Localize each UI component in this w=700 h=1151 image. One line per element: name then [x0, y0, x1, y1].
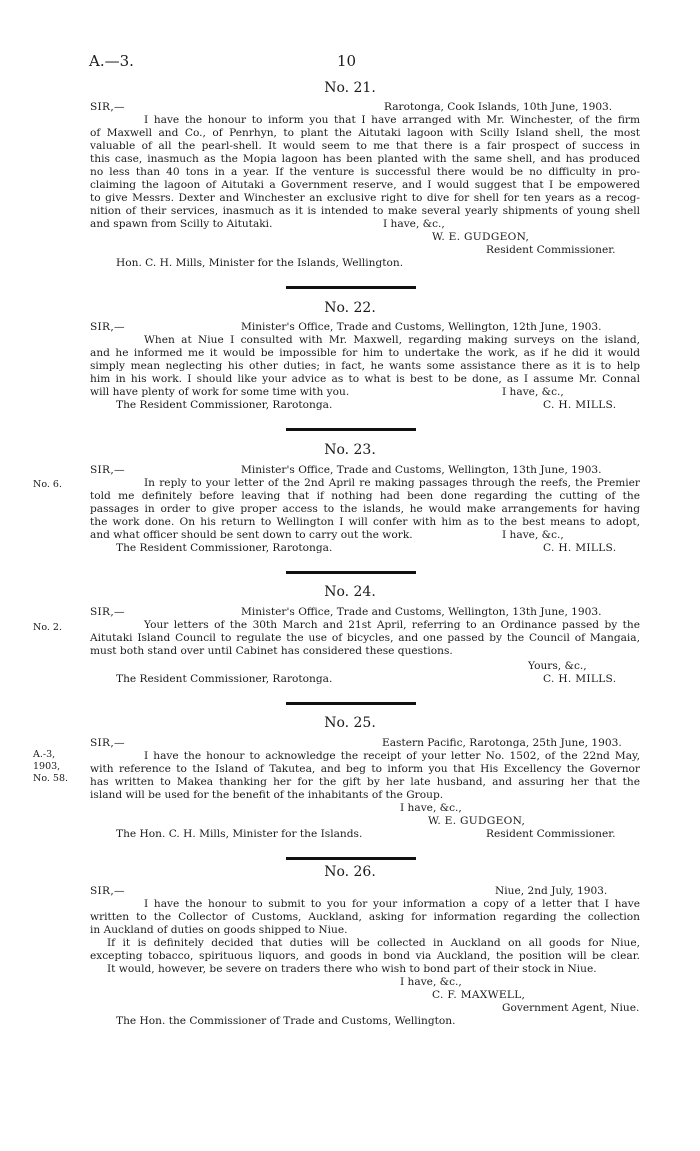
signature: C. H. MILLS. — [543, 673, 617, 685]
body-line: him in his work. I should like your advice as to what is best to be done, as I assume Mr. Connal — [90, 373, 640, 385]
closing: Yours, &c., — [528, 660, 587, 672]
section-divider — [286, 857, 416, 860]
margin-note: No. 6. — [33, 479, 62, 490]
margin-note: No. 2. — [33, 622, 62, 633]
signature: C. H. MILLS. — [543, 542, 617, 554]
salutation: SIR,— — [90, 321, 125, 333]
place-date: Eastern Pacific, Rarotonga, 25th June, 1903. — [382, 737, 622, 749]
body-line: this case, inasmuch as the Mopia lagoon has been planted with the same shell, and has produced — [90, 153, 640, 165]
closing: I have, &c., — [383, 218, 445, 230]
section-divider — [286, 428, 416, 431]
body-line: of Maxwell and Co., of Penrhyn, to plant the Aitutaki lagoon with Scilly Island shell, the most — [90, 127, 640, 139]
letter-title: No. 25. — [324, 715, 376, 731]
body-line: Your letters of the 30th March and 21st April, referring to an Ordinance passed by the — [144, 619, 640, 631]
closing: I have, &c., — [502, 386, 564, 398]
body-line: no less than 40 tons in a year. If the venture is successful there would be no difficulty in pro- — [90, 166, 640, 178]
body-line: and spawn from Scilly to Aitutaki. — [90, 218, 273, 230]
body-line: island will be used for the benefit of the inhabitants of the Group. — [90, 789, 444, 801]
body-line: Aitutaki Island Council to regulate the use of bicycles, and one passed by the Council of Mangaia, — [90, 632, 640, 644]
salutation: SIR,— — [90, 737, 125, 749]
body-line: valuable of all the pearl-shell. It would seem to me that there is a fair prospect of success in — [90, 140, 640, 152]
letter-title: No. 23. — [324, 442, 376, 458]
letter-title: No. 26. — [324, 864, 376, 880]
margin-note-ref: A.-3, — [33, 749, 56, 760]
body-line: to give Messrs. Dexter and Winchester an exclusive right to dive for shell for ten years as a recog- — [90, 192, 640, 204]
signature-title: Resident Commissioner. — [486, 828, 616, 840]
closing: I have, &c., — [400, 802, 462, 814]
body-line: I have the honour to acknowledge the receipt of your letter No. 1502, of the 22nd May, — [144, 750, 640, 762]
signature-title: Resident Commissioner. — [486, 244, 616, 256]
place-date: Minister's Office, Trade and Customs, Wellington, 12th June, 1903. — [241, 321, 602, 333]
letter-title: No. 21. — [324, 80, 376, 96]
body-line: told me definitely before leaving that if nothing had been done regarding the cutting of the — [90, 490, 640, 502]
addressee: The Resident Commissioner, Rarotonga. — [116, 673, 333, 685]
signature: C. F. MAXWELL, — [432, 989, 526, 1001]
body-line: nition of their services, inasmuch as it is intended to make several yearly shipments of young shell — [90, 205, 640, 217]
body-line: with reference to the Island of Takutea, and beg to inform you that His Excellency the Governor — [90, 763, 640, 775]
addressee: The Hon. C. H. Mills, Minister for the Islands. — [116, 828, 363, 840]
letter-title: No. 24. — [324, 584, 376, 600]
body-line: will have plenty of work for some time with you. — [90, 386, 350, 398]
place-date: Niue, 2nd July, 1903. — [495, 885, 608, 897]
body-line: has written to Makea thanking her for the gift by her late husband, and assuring her that the — [90, 776, 640, 788]
signature: C. H. MILLS. — [543, 399, 617, 411]
body-line: I have the honour to submit to you for your information a copy of a letter that I have — [144, 898, 640, 910]
salutation: SIR,— — [90, 101, 125, 113]
closing: I have, &c., — [400, 976, 462, 988]
page-number: 10 — [337, 52, 357, 70]
signature: W. E. GUDGEON, — [432, 231, 530, 243]
body-line: the work done. On his return to Wellington I will confer with him as to the best means to adopt, — [90, 516, 640, 528]
body-line: When at Niue I consulted with Mr. Maxwell, regarding making surveys on the island, — [144, 334, 640, 346]
addressee: The Hon. the Commissioner of Trade and Customs, Wellington. — [116, 1015, 456, 1027]
signature: W. E. GUDGEON, — [428, 815, 526, 827]
document-reference: A.—3. — [89, 52, 134, 70]
body-line: It would, however, be severe on traders there who wish to bond part of their stock in Niue. — [107, 963, 597, 975]
addressee: The Resident Commissioner, Rarotonga. — [116, 399, 333, 411]
body-line: written to the Collector of Customs, Auckland, asking for information regarding the collection — [90, 911, 640, 923]
body-line: and he informed me it would be impossible for him to undertake the work, as if he did it would — [90, 347, 640, 359]
signature-title: Government Agent, Niue. — [502, 1002, 640, 1014]
body-line: simply mean neglecting his other duties; in fact, he wants some assistance there as it is to help — [90, 360, 640, 372]
body-line: If it is definitely decided that duties will be collected in Auckland on all goods for Niue, — [107, 937, 640, 949]
section-divider — [286, 571, 416, 574]
addressee: Hon. C. H. Mills, Minister for the Islands, Wellington. — [116, 257, 404, 269]
margin-note-ref: No. 58. — [33, 773, 69, 784]
salutation: SIR,— — [90, 606, 125, 618]
place-date: Rarotonga, Cook Islands, 10th June, 1903. — [384, 101, 613, 113]
body-line: must both stand over until Cabinet has considered these questions. — [90, 645, 453, 657]
body-line: passages in order to give proper access to the islands, he would make arrangements for having — [90, 503, 640, 515]
addressee: The Resident Commissioner, Rarotonga. — [116, 542, 333, 554]
section-divider — [286, 286, 416, 289]
letter-title: No. 22. — [324, 300, 376, 316]
body-line: and what officer should be sent down to carry out the work. — [90, 529, 413, 541]
body-line: excepting tobacco, spirituous liquors, and goods in bond via Auckland, the position will be clear. — [90, 950, 640, 962]
body-line: in Auckland of duties on goods shipped to Niue. — [90, 924, 348, 936]
salutation: SIR,— — [90, 464, 125, 476]
body-line: claiming the lagoon of Aitutaki a Government reserve, and I would suggest that I be empowered — [90, 179, 640, 191]
salutation: SIR,— — [90, 885, 125, 897]
margin-note-ref: 1903, — [33, 761, 61, 772]
body-line: In reply to your letter of the 2nd April re making passages through the reefs, the Premier — [144, 477, 640, 489]
closing: I have, &c., — [502, 529, 564, 541]
body-line: I have the honour to inform you that I have arranged with Mr. Winchester, of the firm — [144, 114, 640, 126]
place-date: Minister's Office, Trade and Customs, Wellington, 13th June, 1903. — [241, 464, 602, 476]
place-date: Minister's Office, Trade and Customs, Wellington, 13th June, 1903. — [241, 606, 602, 618]
section-divider — [286, 702, 416, 705]
